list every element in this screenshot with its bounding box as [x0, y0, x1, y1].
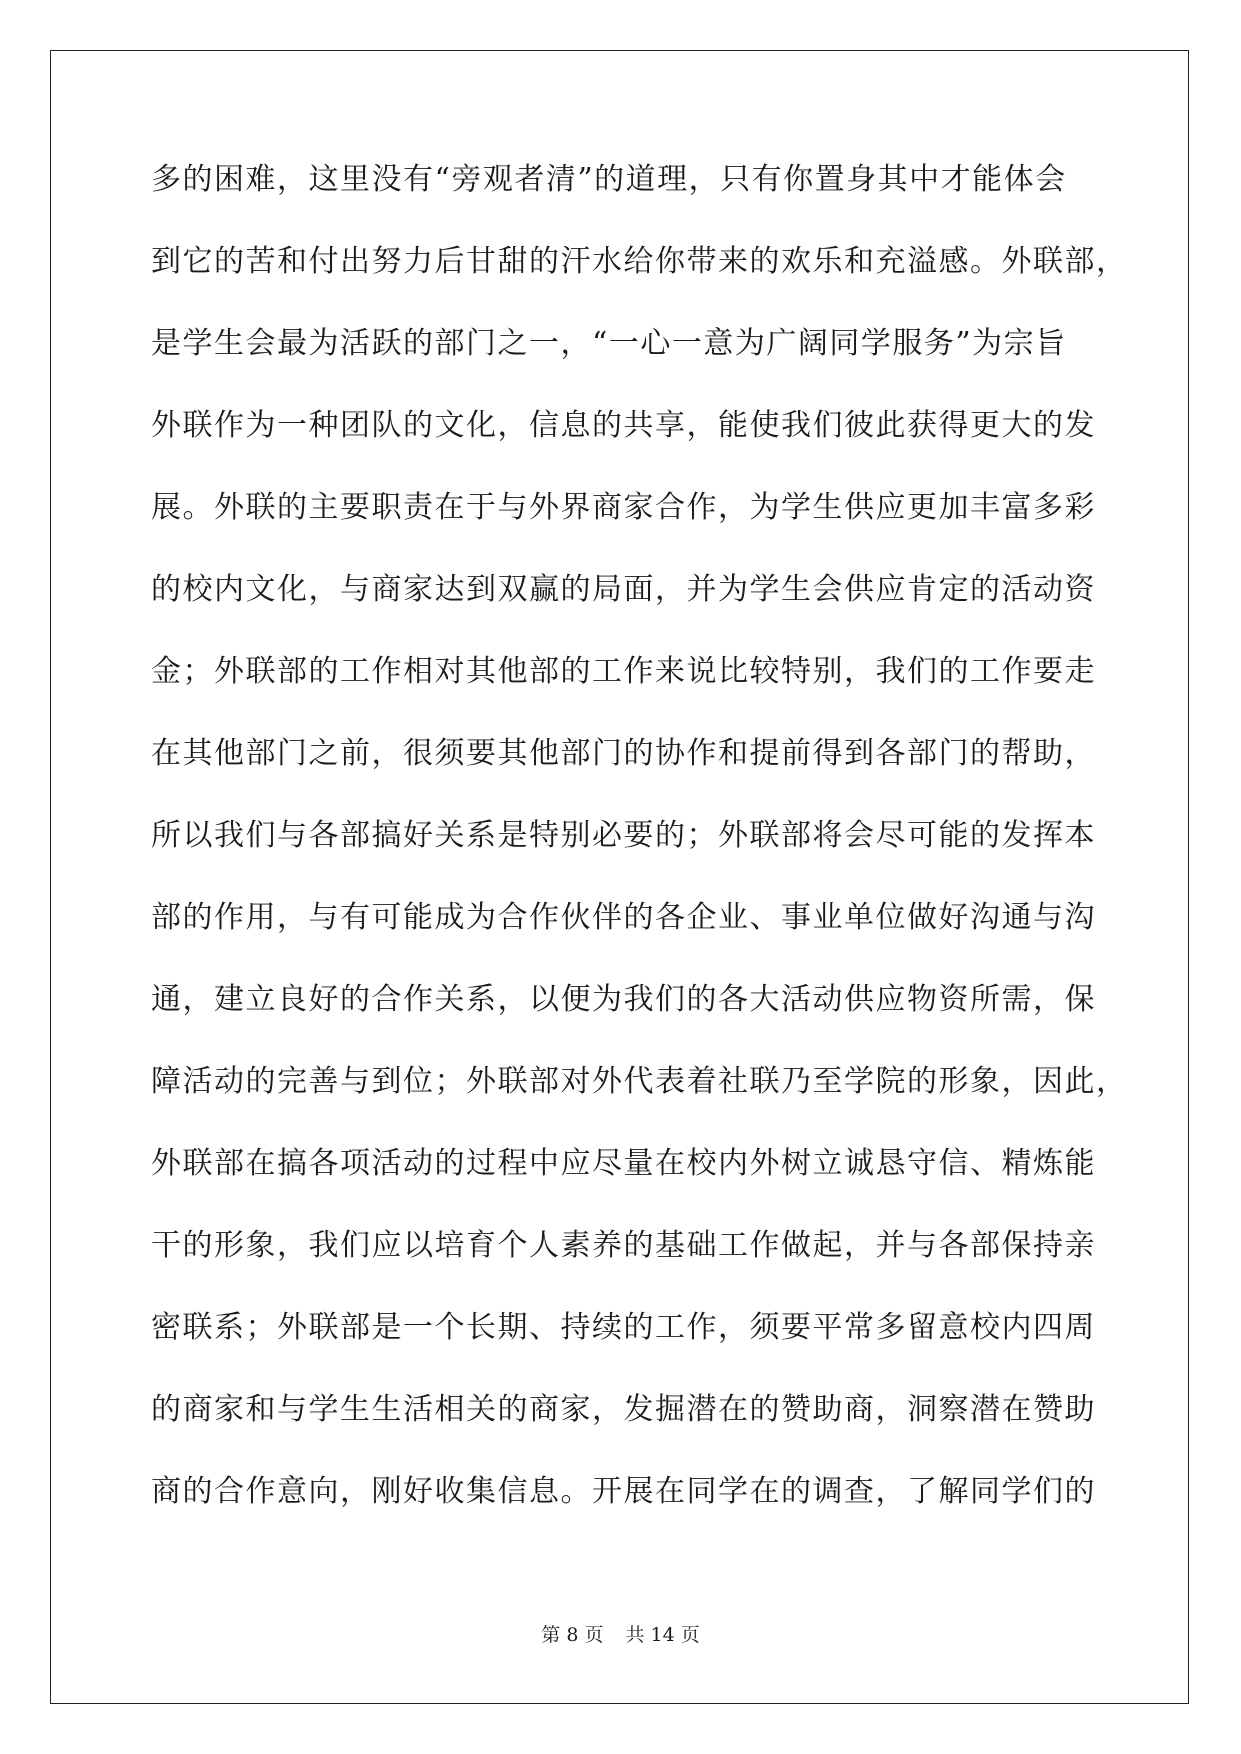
text-line: 部的作用，与有可能成为合作伙伴的各企业、事业单位做好沟通与沟	[151, 900, 1096, 935]
total-pages: 共 14 页	[625, 1624, 700, 1646]
text-line: 密联系；外联部是一个长期、持续的工作，须要平常多留意校内四周	[151, 1310, 1096, 1345]
text-line: 展。外联的主要职责在于与外界商家合作，为学生供应更加丰富多彩	[151, 490, 1096, 525]
text-line: 到它的苦和付出努力后甘甜的汗水给你带来的欢乐和充溢感。外联部，	[151, 244, 1128, 279]
text-line: 的校内文化，与商家达到双赢的局面，并为学生会供应肯定的活动资	[151, 572, 1096, 607]
text-line: 通，建立良好的合作关系，以便为我们的各大活动供应物资所需，保	[151, 982, 1096, 1017]
text-line: 所以我们与各部搞好关系是特别必要的；外联部将会尽可能的发挥本	[151, 818, 1096, 853]
page-number: 第 8 页	[541, 1624, 604, 1646]
page-footer	[0, 1620, 1241, 1647]
text-line: 外联部在搞各项活动的过程中应尽量在校内外树立诚恳守信、精炼能	[151, 1146, 1096, 1181]
text-line: 外联作为一种团队的文化，信息的共享，能使我们彼此获得更大的发	[151, 408, 1096, 443]
text-line: 障活动的完善与到位；外联部对外代表着社联乃至学院的形象，因此，	[151, 1064, 1128, 1099]
text-line: 干的形象，我们应以培育个人素养的基础工作做起，并与各部保持亲	[151, 1228, 1096, 1263]
text-line: 金；外联部的工作相对其他部的工作来说比较特别，我们的工作要走	[151, 654, 1096, 689]
text-line: 在其他部门之前，很须要其他部门的协作和提前得到各部门的帮助，	[151, 736, 1096, 771]
body-text	[151, 160, 1128, 1554]
text-line: 商的合作意向，刚好收集信息。开展在同学在的调查，了解同学们的	[151, 1474, 1096, 1509]
text-line: 多的困难，这里没有“旁观者清”的道理，只有你置身其中才能体会	[151, 162, 1067, 197]
text-line: 是学生会最为活跃的部门之一，“一心一意为广阔同学服务”为宗旨	[151, 326, 1067, 361]
text-line: 的商家和与学生生活相关的商家，发掘潜在的赞助商，洞察潜在赞助	[151, 1392, 1096, 1427]
